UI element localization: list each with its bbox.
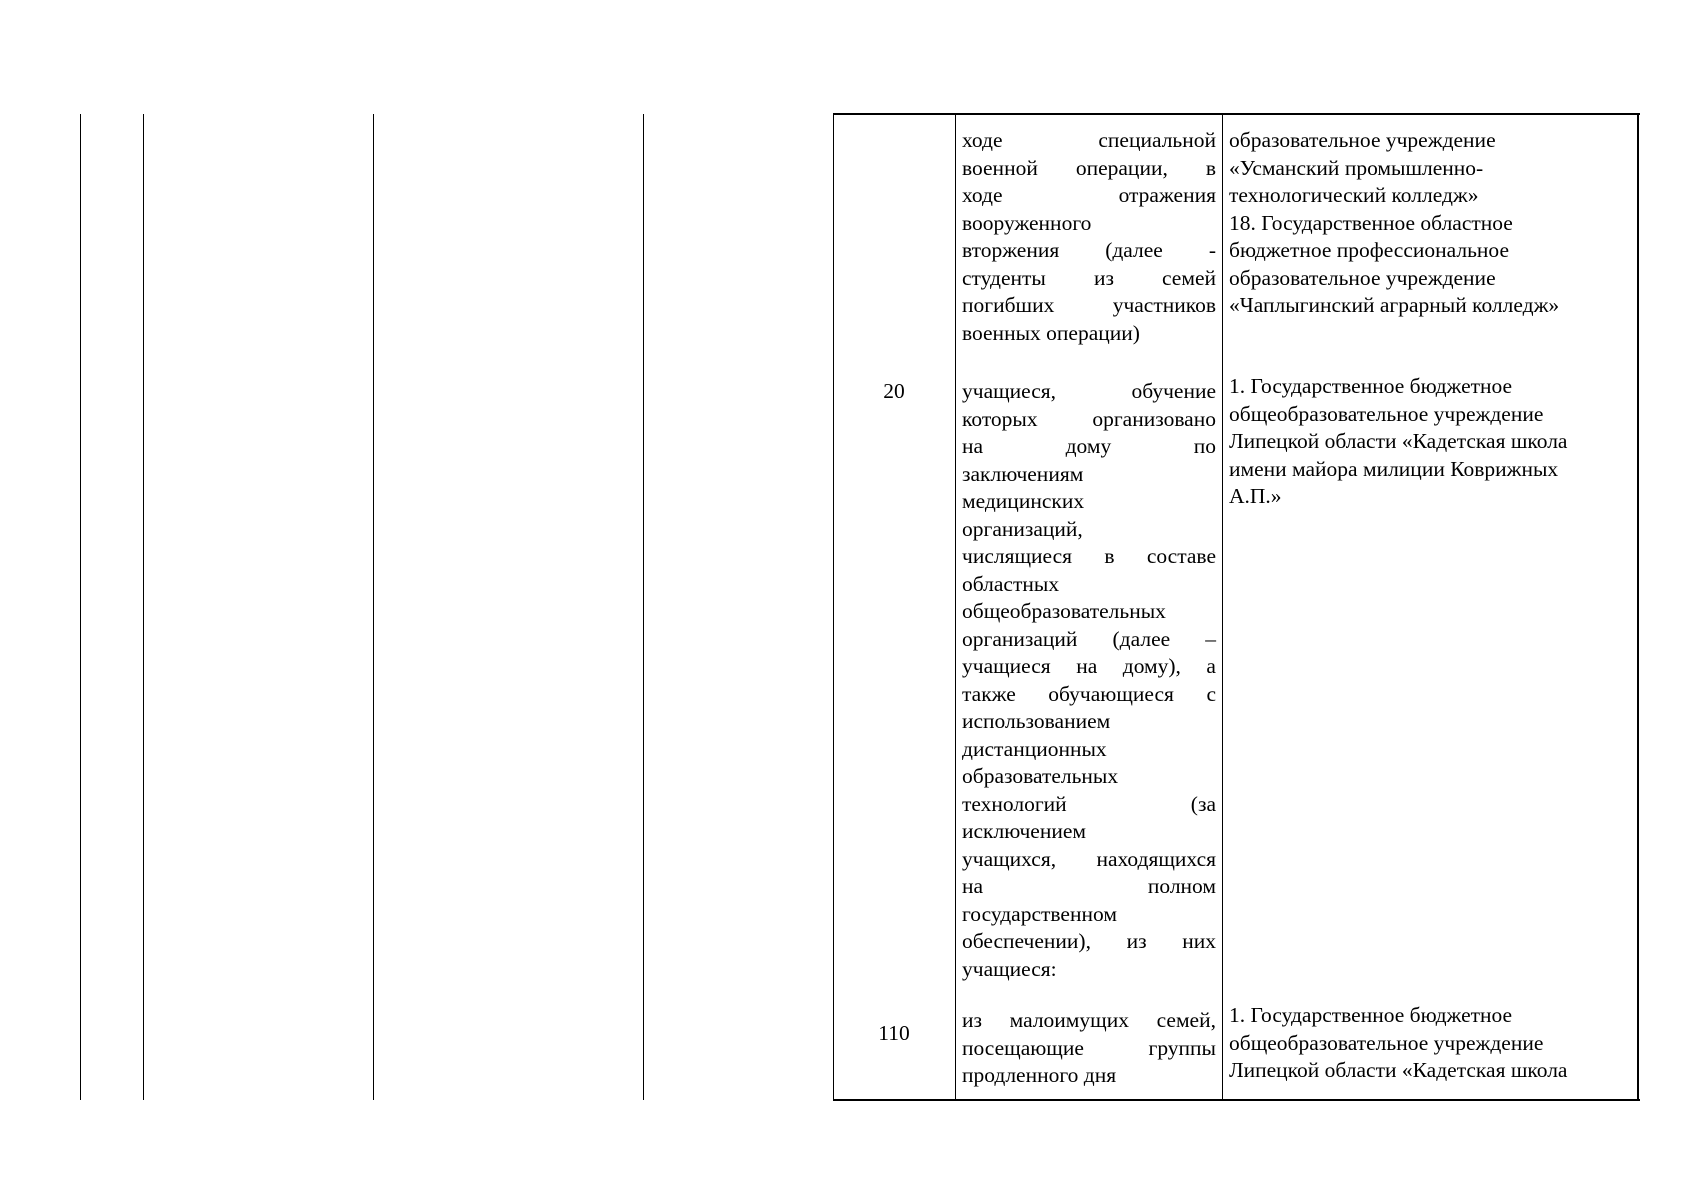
category-word: группы (1148, 1035, 1216, 1060)
institution-line: имени майора милиции Коврижных (1229, 456, 1559, 481)
category-word: семей (1161, 265, 1216, 290)
category-word: семей, (1156, 1008, 1216, 1032)
row-number: 20 (883, 379, 905, 403)
category-word: учащиеся (962, 654, 1051, 678)
category-word: образовательных (962, 764, 1119, 788)
category-word: малоимущих (1009, 1008, 1129, 1032)
table-border-bottom (833, 1099, 1640, 1101)
category-line (962, 1007, 1216, 1035)
table-border-left-4 (643, 114, 644, 1100)
category-line (962, 571, 1216, 599)
category-word: с (1206, 681, 1216, 706)
category-word: – (1205, 626, 1216, 651)
category-word: организовано (1092, 406, 1216, 431)
category-word: числящиеся (962, 544, 1073, 568)
category-word: на (962, 874, 984, 898)
institution-cell (1229, 127, 1629, 320)
institution-line: А.П.» (1229, 484, 1282, 508)
table-border-number-left (833, 114, 834, 1100)
category-word: которых (962, 406, 1038, 431)
category-line (962, 516, 1216, 544)
institution-line: бюджетное профессиональное (1229, 238, 1509, 262)
category-word: (далее (1105, 238, 1163, 262)
category-line (962, 818, 1216, 846)
category-word: учащихся, (962, 846, 1057, 871)
category-word: государственном (962, 901, 1117, 926)
institution-line: 18. Государственное областное (1229, 210, 1513, 235)
institution-line: общеобразовательное учреждение (1229, 1030, 1544, 1055)
institution-line: общеобразовательное учреждение (1229, 401, 1544, 426)
category-word: на (962, 434, 984, 458)
category-line (962, 182, 1216, 210)
category-cell (962, 1007, 1216, 1090)
category-line (962, 433, 1216, 461)
category-word: из (1093, 265, 1114, 290)
category-word: специальной (1098, 128, 1216, 152)
category-line (962, 873, 1216, 901)
category-word: погибших (962, 293, 1055, 317)
category-word: военных операции) (962, 320, 1140, 345)
category-line (962, 406, 1216, 434)
category-line (962, 846, 1216, 874)
category-word: из (962, 1008, 982, 1032)
category-line (962, 901, 1216, 929)
category-word: технологий (962, 791, 1067, 816)
category-word: продленного дня (962, 1063, 1117, 1087)
category-word: областных (962, 571, 1060, 596)
category-line (962, 155, 1216, 183)
category-line (962, 1035, 1216, 1063)
category-word: посещающие (962, 1035, 1084, 1060)
category-word: составе (1146, 544, 1216, 568)
table-border-top (833, 113, 1640, 115)
category-line (962, 956, 1216, 984)
category-word: также (962, 681, 1016, 706)
institution-line: 1. Государственное бюджетное (1229, 374, 1513, 398)
category-word: использованием (962, 709, 1111, 733)
category-line (962, 791, 1216, 819)
category-word: обеспечении), (962, 929, 1091, 953)
category-word: вооруженного (962, 210, 1092, 235)
institution-cell (1229, 373, 1629, 511)
table-border-left-2 (143, 114, 144, 1100)
category-word: из (1126, 929, 1147, 953)
category-line (962, 292, 1216, 320)
category-word: в (1205, 155, 1216, 180)
category-word: в (1104, 544, 1115, 568)
institution-line: технологический колледж» (1229, 183, 1479, 207)
category-line (962, 598, 1216, 626)
category-line (962, 543, 1216, 571)
category-word: полном (1147, 874, 1216, 898)
category-line (962, 626, 1216, 654)
category-word: дому), (1122, 654, 1181, 678)
category-word: отражения (1118, 183, 1216, 207)
category-word: на (1076, 654, 1098, 678)
category-word: находящихся (1096, 846, 1216, 871)
category-word: дистанционных (962, 736, 1107, 761)
category-line (962, 653, 1216, 681)
category-line (962, 1062, 1216, 1090)
category-word: учащиеся, (962, 379, 1057, 403)
institution-line: образовательное учреждение (1229, 265, 1496, 290)
category-word: обучение (1131, 379, 1216, 403)
table-border-left-1 (80, 114, 81, 1100)
table-border-institution-left (1222, 114, 1223, 1100)
category-word: по (1193, 434, 1216, 458)
category-word: (далее (1112, 626, 1171, 651)
institution-line: Липецкой области «Кадетская школа (1229, 429, 1568, 453)
category-line (962, 127, 1216, 155)
category-word: дому (1065, 434, 1112, 458)
category-line (962, 265, 1216, 293)
institution-line: образовательное учреждение (1229, 128, 1496, 152)
category-line (962, 237, 1216, 265)
category-line (962, 736, 1216, 764)
category-word: общеобразовательных (962, 599, 1166, 623)
category-word: - (1208, 238, 1216, 262)
category-word: операции, (1075, 155, 1168, 180)
category-line (962, 378, 1216, 406)
category-line (962, 320, 1216, 348)
category-word: организаций (962, 626, 1078, 651)
category-word: исключением (962, 819, 1086, 843)
category-line (962, 708, 1216, 736)
category-word: организаций, (962, 516, 1083, 541)
institution-line: «Чаплыгинский аграрный колледж» (1229, 293, 1560, 317)
category-line (962, 928, 1216, 956)
institution-line: 1. Государственное бюджетное (1229, 1003, 1513, 1027)
row-number: 110 (878, 1021, 910, 1045)
table-border-right (1637, 114, 1639, 1100)
category-word: военной (962, 155, 1038, 180)
category-word: а (1206, 654, 1216, 678)
category-word: заключениям (962, 461, 1084, 486)
table-border-category-left (955, 114, 956, 1100)
category-cell (962, 378, 1216, 983)
category-line (962, 681, 1216, 709)
category-cell (962, 127, 1216, 347)
category-line (962, 461, 1216, 489)
category-word: студенты (962, 265, 1046, 290)
category-word: медицинских (962, 489, 1085, 513)
category-line (962, 488, 1216, 516)
category-word: обучающиеся (1048, 681, 1174, 706)
category-word: участников (1112, 293, 1216, 317)
category-word: учащиеся: (962, 956, 1057, 981)
category-line (962, 210, 1216, 238)
category-word: них (1182, 929, 1216, 953)
institution-line: Липецкой области «Кадетская школа (1229, 1058, 1568, 1082)
category-word: ходе (962, 183, 1003, 207)
category-line (962, 763, 1216, 791)
table-border-left-3 (373, 114, 374, 1100)
institution-line: «Усманский промышленно- (1229, 155, 1484, 180)
category-word: вторжения (962, 238, 1060, 262)
category-word: (за (1190, 791, 1216, 816)
category-word: ходе (962, 128, 1003, 152)
institution-cell (1229, 1002, 1629, 1085)
